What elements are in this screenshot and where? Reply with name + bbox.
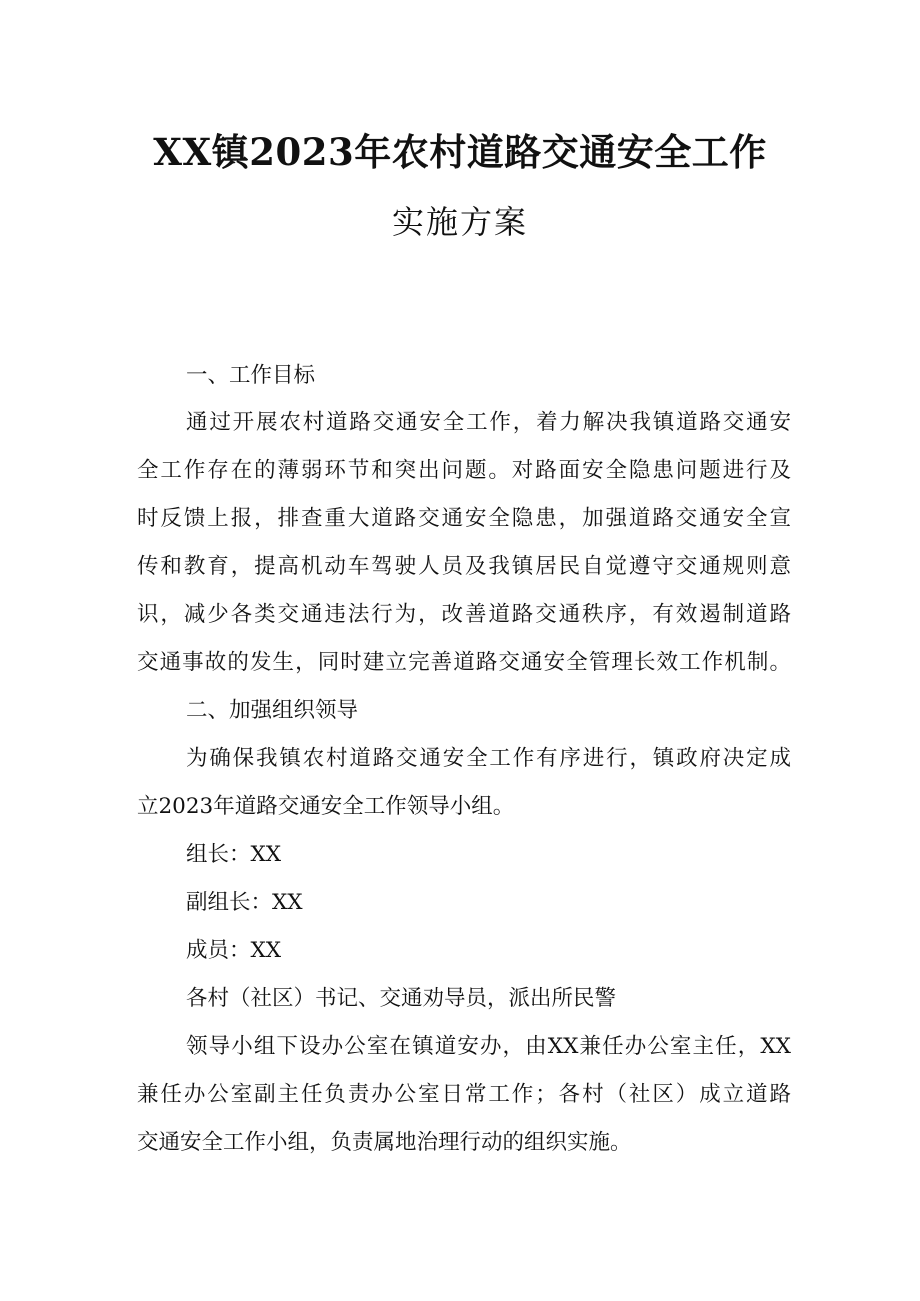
paragraph-line: 立2023年道路交通安全工作领导小组。 xyxy=(137,794,515,819)
paragraph-line: 为确保我镇农村道路交通安全工作有序进行，镇政府决定成 xyxy=(186,746,791,771)
paragraph-line: 全工作存在的薄弱环节和突出问题。对路面安全隐患问题进行及 xyxy=(137,458,791,483)
paragraph-line: 交通事故的发生，同时建立完善道路交通安全管理长效工作机制。 xyxy=(137,650,791,675)
paragraph-line: 兼任办公室副主任负责办公室日常工作；各村（社区）成立道路 xyxy=(137,1082,791,1107)
paragraph-line: 交通安全工作小组，负责属地治理行动的组织实施。 xyxy=(137,1130,632,1155)
paragraph-line: 通过开展农村道路交通安全工作，着力解决我镇道路交通安 xyxy=(186,410,791,435)
paragraph-line: 时反馈上报，排查重大道路交通安全隐患，加强道路交通安全宣 xyxy=(137,506,791,531)
document-title-line-2: 实施方案 xyxy=(391,203,528,241)
document-title-line-1: XX镇2023年农村道路交通安全工作 xyxy=(153,130,767,174)
paragraph-line: 传和教育，提高机动车驾驶人员及我镇居民自觉遵守交通规则意 xyxy=(137,554,791,579)
paragraph-line: 领导小组下设办公室在镇道安办，由XX兼任办公室主任，XX xyxy=(186,1034,791,1059)
members-line: 成员：XX xyxy=(186,938,282,963)
section-heading-goals: 一、工作目标 xyxy=(186,363,316,388)
section-heading-leadership: 二、加强组织领导 xyxy=(186,698,359,723)
paragraph-line: 识，减少各类交通违法行为，改善道路交通秩序，有效遏制道路 xyxy=(137,602,791,627)
leader-line: 组长：XX xyxy=(186,842,282,867)
members-detail-line: 各村（社区）书记、交通劝导员，派出所民警 xyxy=(186,986,617,1011)
deputy-leader-line: 副组长：XX xyxy=(186,890,303,915)
